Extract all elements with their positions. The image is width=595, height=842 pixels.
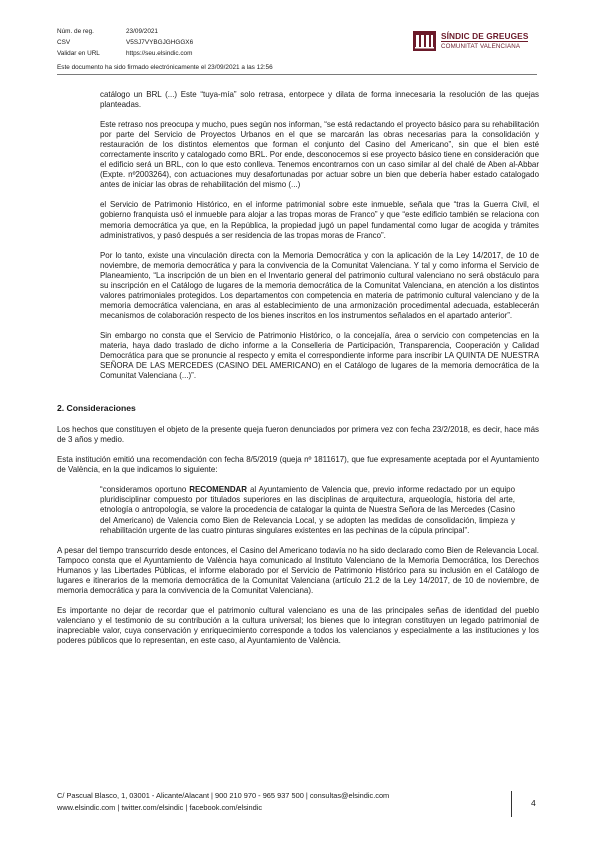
quote-paragraph: Sin embargo no consta que el Servicio de Patrimonio Histórico, o la concejalía, área o servicio con competencias en la materia, haya dado traslado de dicho informe a la Conselleria de Participación, Transparencia, Cooperación y Calidad Democrática para que se pronuncie al respecto y emita el correspondiente informe para inscribir LA QUINTA DE NUESTRA SEÑORA DE LAS MERCEDES (CASINO DEL AMERICANO) en el Catálogo de lugares de la memoria democrática de la Comunitat Valenciana (...)”. [100, 330, 539, 381]
reg-value: 23/09/2021 [126, 28, 158, 35]
csv-label: CSV [57, 39, 71, 46]
footer-address: C/ Pascual Blasco, 1, 03001 - Alicante/Alacant | 900 210 970 - 965 937 500 | consultas@elsindic.com [57, 791, 390, 800]
quote-rest: al Ayuntamiento de Valencia que, previo informe redactado por un equipo pluridisciplinar compuesto por titulados superiores en las disciplinas de arquitectura, arqueología, historia del arte, etnología o antropología, se valore la procedencia de catalogar la quinta de Nuestra Señora de las Mercedes (Casino del Americano) de Valencia como Bien de Relevancia Local, y se adopten las medidas de consolidación, limpieza y rehabilitación urgente de las cuatro pinturas singulares existentes en las pechinas de la cúpula principal”. [100, 485, 515, 535]
quote-paragraph: el Servicio de Patrimonio Histórico, en el informe patrimonial sobre este inmueble, señala que “tras la Guerra Civil, el gobierno franquista usó el inmueble para alojar a las tropas moras de Franco” y que “este edificio también se relaciona con memoria democrática ya que, en la República, la propiedad jugó un papel fundamental como lugar de acogida y trámites administrativos, y pasó después a ser residencia de las tropas moras de Franco”. [100, 200, 539, 240]
logo-title: SÍNDIC DE GREUGES [441, 30, 529, 41]
page-number: 4 [531, 798, 536, 808]
reg-label: Núm. de reg. [57, 28, 94, 35]
document-body [57, 90, 539, 646]
signed-notice: Este documento ha sido firmado electrónicamente el 23/09/2021 a las 12:56 [57, 64, 273, 71]
footer-divider [511, 791, 512, 817]
quote-start: “consideramos oportuno [100, 485, 190, 495]
body-paragraph: Los hechos que constituyen el objeto de la presente queja fueron denunciados por primera vez con fecha 23/2/2018, es decir, hace más de 3 años y medio. [57, 425, 539, 445]
body-paragraph: Esta institución emitió una recomendación con fecha 8/5/2019 (queja nº 1811617), que fue expresamente aceptada por el Ayuntamiento de València, en la que indicamos lo siguiente: [57, 455, 539, 475]
logo-subtitle: COMUNITAT VALENCIANA [441, 41, 528, 51]
url-label: Validar en URL [57, 50, 100, 57]
recommend-keyword: RECOMENDAR [189, 485, 248, 495]
quote-paragraph: catálogo un BRL (...) Este “tuya-mía” solo retrasa, entorpece y dilata de forma innecesaria la resolución de las quejas planteadas. [100, 90, 539, 110]
body-paragraph: Es importante no dejar de recordar que el patrimonio cultural valenciano es una de las principales señas de identidad del pueblo valenciano y el testimonio de su contribución a la cultura universal; los bienes que lo integran constituyen un legado patrimonial de inapreciable valor, cuya conservación y enriquecimiento corresponde a todos los valencianos y especialmente a las instituciones y los poderes públicos que lo representan, en este caso, al Ayuntamiento de València. [57, 605, 539, 645]
page-footer [57, 790, 539, 814]
signature-metadata [57, 26, 193, 59]
recommendation-quote [100, 485, 515, 535]
building-icon [413, 31, 436, 51]
validation-url[interactable]: https://seu.elsindic.com [126, 50, 193, 57]
sindic-logo [413, 28, 541, 54]
section-heading: 2. Consideraciones [57, 403, 136, 414]
quote-paragraph: Este retraso nos preocupa y mucho, pues según nos informan, “se está redactando el proyecto básico para su rehabilitación por parte del Servicio de Proyectos Urbanos en el que se marcarán las obras necesarias para la consolidación y restauración de los distintos elementos que forman el conjunto del Casino del Americano”, sin que el bien esté correctamente inscrito y catalogado como BRL. Por ende, desconocemos si ese proyecto básico tiene en consideración que el edificio será un BRL, con lo que esto conlleva. Tenemos encontrarnos con un caso similar al del chalé de Aben al-Abbar (Expte. nº2003264), con actuaciones muy desafortunadas por actuar sobre un bien que debería haber estado catalogado antes de iniciar las obras de rehabilitación del mismo (...) [100, 120, 539, 190]
header-divider [57, 74, 537, 75]
footer-links: www.elsindic.com | twitter.com/elsindic | facebook.com/elsindic [57, 803, 263, 812]
body-paragraph: A pesar del tiempo transcurrido desde entonces, el Casino del Americano todavía no ha sido declarado como Bien de Relevancia Local. Tampoco consta que el Ayuntamiento de València haya comunicado al Instituto Valenciano de la Memoria Democrática, los Derechos Humanos y las Libertades Públicas, el informe elaborado por el Servicio de Patrimonio Histórico para su inclusión en el Catálogo de lugares e itinerarios de la memoria democrática de la Comunitat Valenciana (artículo 21.2 de la Ley 14/2017, de 10 de noviembre, de memoria democrática y para la convivencia de la Comunitat Valenciana). [57, 545, 539, 595]
quote-paragraph: Por lo tanto, existe una vinculación directa con la Memoria Democrática y con la aplicación de la Ley 14/2017, de 10 de noviembre, de memoria democrática y para la convivencia de la Comunitat Valenciana. Y tal y como informa el Servicio de Planeamiento, “La inscripción de un bien en el Inventario general del patrimonio cultural valenciano no será obstáculo para su inscripción en el Catálogo de lugares de la memoria democrática de la Comunitat Valenciana, en atención a los distintos valores patrimoniales protegidos. Los departamentos con competencia en materia de patrimonio cultural valenciano y de la memoria democrática valenciana, en aras al establecimiento de una armonización procedimental adecuada, establecerán mecanismos de colaboración respecto de los bienes inscritos en los instrumentos señalados en el apartado anterior”. [100, 250, 539, 320]
csv-value: V5SJ7VYBGJGHGGX6 [126, 39, 194, 46]
